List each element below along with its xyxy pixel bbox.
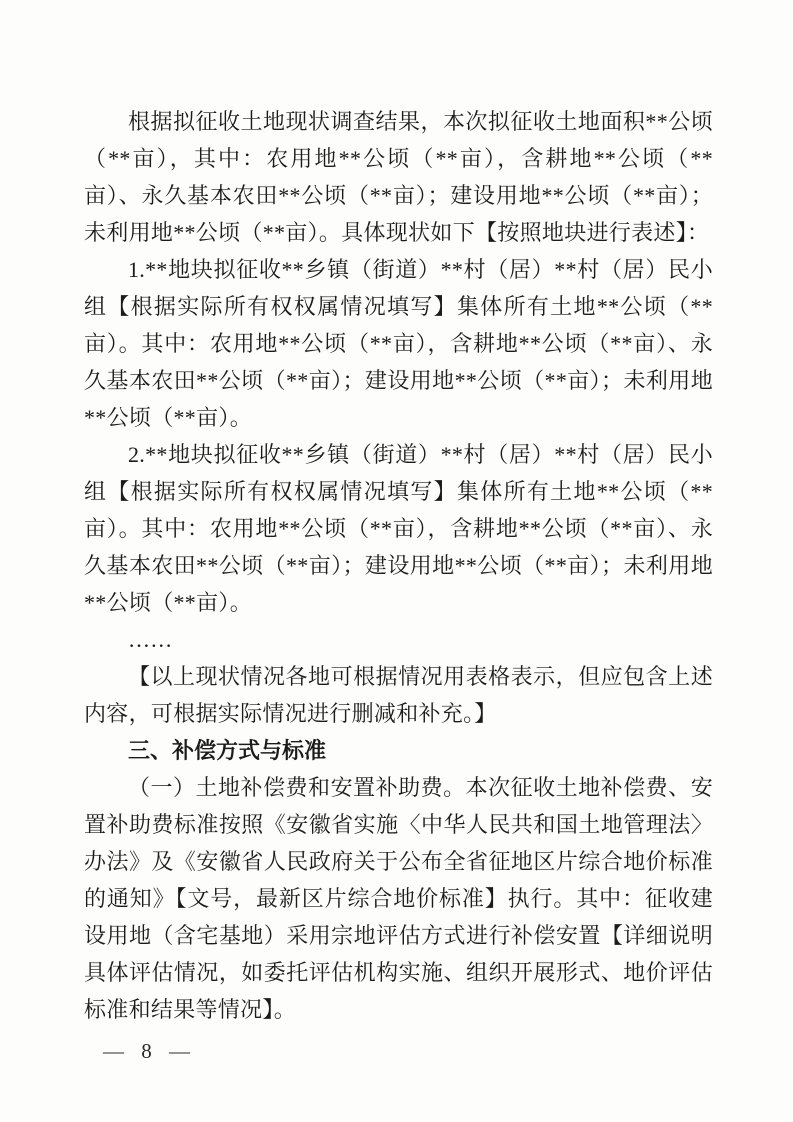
paragraph-compensation-fees: （一）土地补偿费和安置补助费。本次征收土地补偿费、安置补助费标准按照《安徽省实施〈中华人民共和国土地管理法〉办法》及《安徽省人民政府关于公布全省征地区片综合地价标准的通知》【文号，最新区片综合地价标准】执行。其中：征收建设用地（含宅基地）采用宗地评估方式进行补偿安置【详细说明具体评估情况，如委托评估机构实施、组织开展形式、地价评估标准和结果等情况】。 xyxy=(84,775,713,1022)
document-body xyxy=(84,103,713,1028)
section-heading-compensation-method: 三、补偿方式与标准 xyxy=(128,738,327,763)
paragraph-parcel-1: 1.**地块拟征收**乡镇（街道）**村（居）**村（居）民小组【根据实际所有权权属情况填写】集体所有土地**公顷（**亩）。其中：农用地**公顷（**亩），含耕地**公顷（**亩）、永久基本农田**公顷（**亩）；建设用地**公顷（**亩）；未利用地**公顷（**亩）。 xyxy=(84,257,713,430)
ellipsis-line: …… xyxy=(128,627,173,652)
page-number: — 8 — xyxy=(103,1039,196,1063)
paragraph-land-status-summary: 根据拟征收土地现状调查结果，本次拟征收土地面积**公顷（**亩），其中：农用地**公顷（**亩），含耕地**公顷（**亩）、永久基本农田**公顷（**亩）；建设用地**公顷（**亩）；未利用地**公顷（**亩）。具体现状如下【按照地块进行表述】： xyxy=(84,109,713,245)
paragraph-table-note: 【以上现状情况各地可根据情况用表格表示，但应包含上述内容，可根据实际情况进行删减和补充。】 xyxy=(84,664,713,726)
paragraph-parcel-2: 2.**地块拟征收**乡镇（街道）**村（居）**村（居）民小组【根据实际所有权权属情况填写】集体所有土地**公顷（**亩）。其中：农用地**公顷（**亩），含耕地**公顷（**亩）、永久基本农田**公顷（**亩）；建设用地**公顷（**亩）；未利用地**公顷（**亩）。 xyxy=(84,442,713,615)
